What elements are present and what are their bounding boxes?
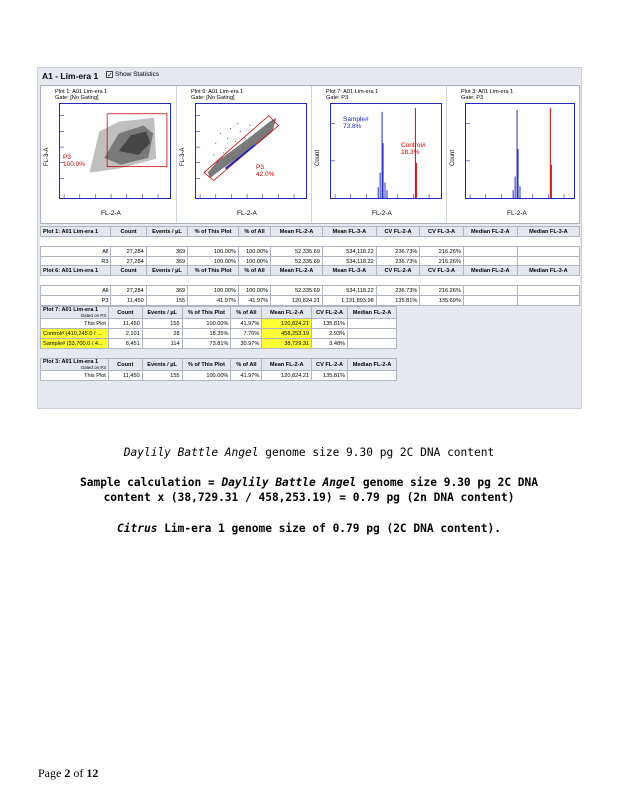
x-axis-label: FL-2-A bbox=[507, 210, 527, 217]
column-header: Count bbox=[111, 227, 146, 237]
table-cell: 41.97% bbox=[231, 319, 262, 329]
species-name-italic: Citrus bbox=[117, 522, 158, 535]
table-cell: 120,824.21 bbox=[271, 296, 323, 306]
table-header-row bbox=[41, 266, 580, 276]
column-header: Median FL-2-A bbox=[463, 227, 517, 237]
gate-label-p3: P3 42.0% bbox=[256, 164, 275, 178]
y-axis-label: FL-3-A bbox=[180, 147, 186, 166]
column-header: CV FL-2-A bbox=[376, 266, 420, 276]
table-cell: 155 bbox=[142, 319, 182, 329]
table-cell bbox=[348, 319, 397, 329]
gate-label-control: Control# 18.3% bbox=[401, 142, 426, 156]
table-title-text: Plot 7: A01 Lim-era 1 bbox=[43, 307, 99, 313]
gated-note: Gated on P3 bbox=[80, 313, 106, 318]
show-statistics-toggle[interactable] bbox=[106, 71, 159, 78]
row-label-control: Control# (410,245.0 / ... bbox=[41, 329, 109, 339]
table-cell: 135.81% bbox=[312, 371, 348, 381]
density-plot-graphic bbox=[60, 104, 170, 198]
table-cell: 135.69% bbox=[420, 296, 464, 306]
plot-1[interactable] bbox=[41, 86, 176, 223]
plot-3[interactable] bbox=[446, 86, 580, 223]
table-header-row bbox=[41, 307, 397, 319]
total-pages: 12 bbox=[86, 766, 99, 780]
plot-area[interactable] bbox=[465, 103, 575, 199]
table-cell: 155 bbox=[146, 296, 187, 306]
table-cell: 52,335.69 bbox=[271, 247, 323, 257]
column-header: Mean FL-2-A bbox=[262, 359, 312, 371]
table-cell: 52,335.69 bbox=[271, 257, 323, 267]
report-title: A1 - Lim-era 1 bbox=[42, 71, 99, 81]
x-axis-label: FL-2-A bbox=[372, 210, 392, 217]
plot-6[interactable] bbox=[176, 86, 312, 223]
table-cell bbox=[463, 296, 517, 306]
table-cell: 11,450 bbox=[108, 371, 142, 381]
scatter-plot-graphic bbox=[196, 104, 306, 198]
column-header: % of This Plot bbox=[188, 227, 239, 237]
table-cell: 100.00% bbox=[238, 247, 270, 257]
table-cell bbox=[517, 286, 579, 296]
table-cell: 41.97% bbox=[231, 371, 262, 381]
table-cell: 18.35% bbox=[182, 329, 231, 339]
table-cell: 216.26% bbox=[420, 257, 464, 267]
y-axis-label: Count bbox=[450, 149, 456, 166]
table-cell: 534,118.22 bbox=[322, 286, 376, 296]
plot-7[interactable] bbox=[311, 86, 447, 223]
table-cell: 28 bbox=[142, 329, 182, 339]
page-number-footer bbox=[38, 766, 98, 781]
row-label: P3 bbox=[41, 296, 111, 306]
x-axis-label: FL-2-A bbox=[101, 210, 121, 217]
column-header: % of This Plot bbox=[182, 307, 231, 319]
table-title bbox=[41, 359, 109, 371]
calculation-line-2: content x (38,729.31 / 458,253.19) = 0.79 pg (2n DNA content) bbox=[103, 491, 515, 504]
column-header: CV FL-3-A bbox=[420, 266, 464, 276]
table-row bbox=[41, 371, 397, 381]
table-cell: 41.97% bbox=[188, 296, 239, 306]
sample-calculation-block bbox=[0, 475, 618, 505]
table-cell: 236.73% bbox=[376, 286, 420, 296]
table-spacer-row bbox=[41, 237, 580, 247]
page-prefix: Page bbox=[38, 766, 65, 780]
table-cell bbox=[348, 371, 397, 381]
table-cell: 27,284 bbox=[111, 257, 146, 267]
table-cell bbox=[463, 286, 517, 296]
column-header: Events / µL bbox=[142, 359, 182, 371]
column-header: % of All bbox=[231, 359, 262, 371]
table-cell: 369 bbox=[146, 257, 187, 267]
plots-row bbox=[40, 85, 580, 224]
table-header-row bbox=[41, 359, 397, 371]
table-cell: 100.00% bbox=[238, 257, 270, 267]
table-title-text: Plot 3: A01 Lim-era 1 bbox=[43, 359, 99, 365]
table-cell bbox=[463, 247, 517, 257]
table-title: Plot 6: A01 Lim-era 1 bbox=[41, 266, 111, 276]
table-row bbox=[41, 296, 580, 306]
table-cell: 73.81% bbox=[182, 339, 231, 349]
plot-area[interactable] bbox=[330, 103, 442, 199]
table-cell: 135.81% bbox=[376, 296, 420, 306]
checkbox-checked-icon[interactable]: ✓ bbox=[107, 72, 113, 79]
plot-area[interactable] bbox=[195, 103, 307, 199]
table-cell: 100.00% bbox=[182, 319, 231, 329]
table-row bbox=[41, 247, 580, 257]
plot-title: Plot 3: A01 Lim-era 1 Gate: P3 bbox=[461, 89, 514, 101]
table-cell: 3.48% bbox=[312, 339, 348, 349]
histogram-graphic bbox=[466, 104, 574, 198]
column-header: Events / µL bbox=[146, 227, 187, 237]
table-cell: 30.97% bbox=[231, 339, 262, 349]
table-cell bbox=[517, 296, 579, 306]
column-header: CV FL-2-A bbox=[312, 359, 348, 371]
row-label-sample: Sample# (33,700.0 / 4... bbox=[41, 339, 109, 349]
table-cell: 135.81% bbox=[312, 319, 348, 329]
row-label: All bbox=[41, 286, 111, 296]
table-cell bbox=[348, 339, 397, 349]
plot-area[interactable] bbox=[59, 103, 171, 199]
column-header: % of This Plot bbox=[188, 266, 239, 276]
table-cell: 369 bbox=[146, 247, 187, 257]
calculation-line-1 bbox=[0, 475, 618, 490]
table-row bbox=[41, 286, 580, 296]
stats-table-plot-3 bbox=[40, 358, 397, 381]
row-label: R3 bbox=[41, 257, 111, 267]
table-cell: 216.26% bbox=[420, 286, 464, 296]
table-cell bbox=[517, 247, 579, 257]
column-header: % of All bbox=[231, 307, 262, 319]
table-row bbox=[41, 339, 397, 349]
current-page: 2 bbox=[64, 766, 71, 780]
table-cell: 8,451 bbox=[108, 339, 142, 349]
column-header: Mean FL-2-A bbox=[262, 307, 312, 319]
stats-table-plot-1 bbox=[40, 226, 580, 267]
table-cell: 100.00% bbox=[188, 286, 239, 296]
page-separator: of bbox=[70, 766, 87, 780]
table-cell: 1,131,893.98 bbox=[322, 296, 376, 306]
column-header: Mean FL-2-A bbox=[271, 227, 323, 237]
table-cell: 100.00% bbox=[188, 247, 239, 257]
daylily-genome-line bbox=[0, 445, 618, 460]
gated-note: Gated on P3 bbox=[80, 365, 106, 370]
table-cell: 2,101 bbox=[108, 329, 142, 339]
y-axis-label: Count bbox=[315, 149, 321, 166]
stats-table-plot-7 bbox=[40, 306, 397, 349]
y-axis-label: FL-3-A bbox=[44, 147, 50, 166]
table-cell: 11,450 bbox=[108, 319, 142, 329]
plot-title: Plot 1: A01 Lim-era 1 Gate: [No Gating] bbox=[55, 89, 108, 101]
table-cell: 11,450 bbox=[111, 296, 146, 306]
text-run: Sample calculation = bbox=[79, 476, 222, 489]
text-run: genome size 9.30 pg 2C DNA bbox=[356, 476, 539, 489]
plot-title: Plot 7: A01 Lim-era 1 Gate: P3 bbox=[326, 89, 379, 101]
column-header: % of All bbox=[238, 227, 270, 237]
column-header: Median FL-2-A bbox=[463, 266, 517, 276]
column-header: Mean FL-3-A bbox=[322, 266, 376, 276]
table-cell-highlighted: 458,253.19 bbox=[262, 329, 312, 339]
table-row bbox=[41, 329, 397, 339]
text-run: Lim-era 1 genome size of 0.79 pg (2C DNA content). bbox=[157, 522, 501, 535]
table-row bbox=[41, 319, 397, 329]
table-cell: 27,284 bbox=[111, 286, 146, 296]
column-header: Count bbox=[108, 359, 142, 371]
table-spacer-row bbox=[41, 276, 580, 286]
table-cell: 100.00% bbox=[238, 286, 270, 296]
column-header: CV FL-3-A bbox=[420, 227, 464, 237]
text-run: genome size 9.30 pg 2C DNA content bbox=[258, 446, 495, 459]
column-header: Mean FL-2-A bbox=[271, 266, 323, 276]
column-header: Median FL-2-A bbox=[348, 307, 397, 319]
column-header: CV FL-2-A bbox=[376, 227, 420, 237]
species-name-italic: Daylily Battle Angel bbox=[123, 446, 259, 459]
table-cell: 100.00% bbox=[188, 257, 239, 267]
table-cell: 369 bbox=[146, 286, 187, 296]
table-cell: 534,118.22 bbox=[322, 247, 376, 257]
table-cell-highlighted: 120,824.21 bbox=[262, 319, 312, 329]
column-header: % of All bbox=[238, 266, 270, 276]
x-axis-label: FL-2-A bbox=[237, 210, 257, 217]
column-header: Median FL-3-A bbox=[517, 266, 579, 276]
table-title bbox=[41, 307, 109, 319]
table-cell: 7.70% bbox=[231, 329, 262, 339]
show-statistics-label: Show Statistics bbox=[115, 71, 160, 78]
table-cell: 41.97% bbox=[238, 296, 270, 306]
table-cell: 216.26% bbox=[420, 247, 464, 257]
table-cell: 236.73% bbox=[376, 257, 420, 267]
column-header: Events / µL bbox=[146, 266, 187, 276]
stats-table-plot-6 bbox=[40, 265, 580, 306]
column-header: Median FL-3-A bbox=[517, 227, 579, 237]
row-label: This Plot bbox=[41, 371, 109, 381]
flow-report-panel bbox=[37, 67, 582, 409]
column-header: Mean FL-3-A bbox=[322, 227, 376, 237]
table-cell: 2.93% bbox=[312, 329, 348, 339]
table-header-row bbox=[41, 227, 580, 237]
row-label: All bbox=[41, 247, 111, 257]
table-cell: 114 bbox=[142, 339, 182, 349]
table-title: Plot 1: A01 Lim-era 1 bbox=[41, 227, 111, 237]
table-cell: 534,118.22 bbox=[322, 257, 376, 267]
column-header: CV FL-2-A bbox=[312, 307, 348, 319]
column-header: Events / µL bbox=[142, 307, 182, 319]
table-cell-highlighted: 38,729.31 bbox=[262, 339, 312, 349]
column-header: Count bbox=[108, 307, 142, 319]
column-header: Count bbox=[111, 266, 146, 276]
row-label: This Plot bbox=[41, 319, 109, 329]
table-cell bbox=[348, 329, 397, 339]
table-cell: 100.00% bbox=[182, 371, 231, 381]
citrus-genome-line bbox=[0, 521, 618, 536]
table-cell: 120,824.21 bbox=[262, 371, 312, 381]
gate-label-p3: P3 100.0% bbox=[63, 154, 86, 168]
table-cell: 52,335.69 bbox=[271, 286, 323, 296]
table-cell: 155 bbox=[142, 371, 182, 381]
table-cell: 27,284 bbox=[111, 247, 146, 257]
species-name-italic: Daylily Battle Angel bbox=[221, 476, 357, 489]
column-header: Median FL-2-A bbox=[348, 359, 397, 371]
plot-title: Plot 6: A01 Lim-era 1 Gate: [No Gating] bbox=[191, 89, 244, 101]
gate-label-sample: Sample# 73.8% bbox=[343, 116, 369, 130]
table-cell: 236.73% bbox=[376, 247, 420, 257]
column-header: % of This Plot bbox=[182, 359, 231, 371]
